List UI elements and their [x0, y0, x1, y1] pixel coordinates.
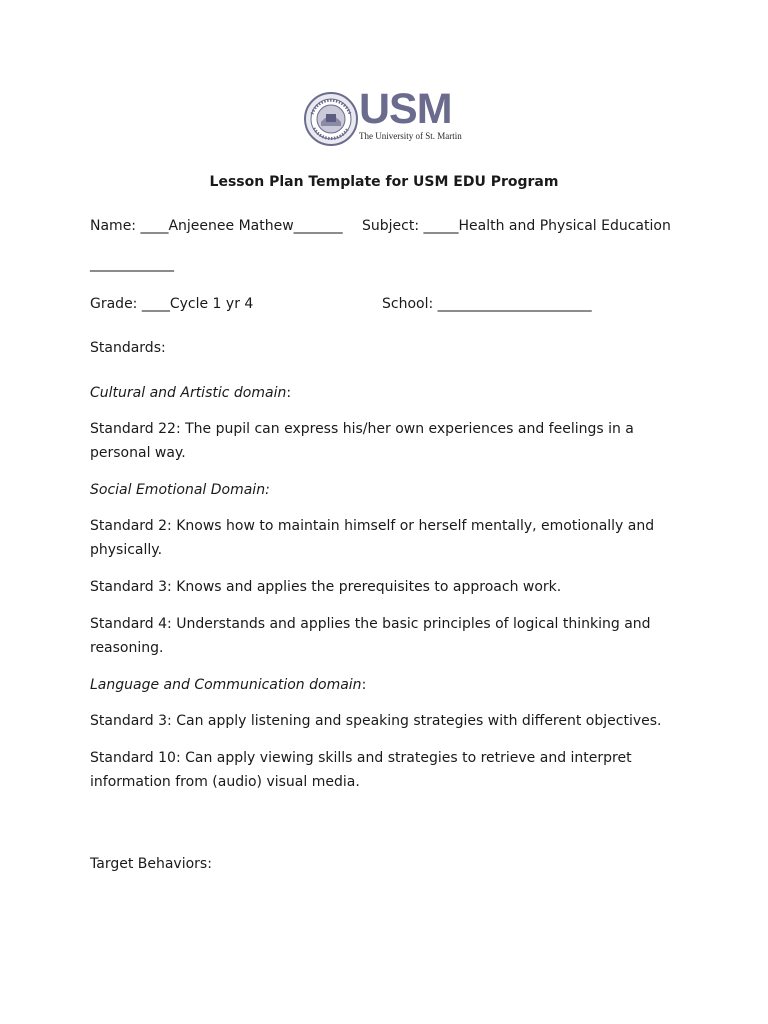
domain-name: Language and Communication domain	[90, 677, 362, 693]
school-field: School: ______________________	[382, 296, 592, 312]
document-title: Lesson Plan Template for USM EDU Program	[209, 174, 559, 190]
standard-item: Standard 2: Knows how to maintain himself or herself mentally, emotionally and physically.	[90, 518, 655, 558]
subject-field: Subject: _____Health and Physical Education	[362, 218, 671, 234]
standard-item: Standard 4: Understands and applies the basic principles of logical thinking and reasoning.	[90, 616, 651, 656]
logo-wordmark: USM	[359, 85, 452, 133]
grade-field: Grade: ____Cycle 1 yr 4	[90, 296, 254, 312]
standard-item: Standard 3: Can apply listening and speaking strategies with different objectives.	[90, 713, 662, 729]
usm-logo	[304, 85, 470, 146]
domain-suffix: :	[361, 677, 367, 693]
domain-heading-language	[90, 673, 366, 697]
logo-subtitle: The University of St. Martin	[359, 131, 462, 141]
standard-item: Standard 22: The pupil can express his/her own experiences and feelings in a personal way.	[90, 421, 634, 461]
domain-name: Social Emotional Domain:	[90, 482, 270, 498]
domain-heading-social	[90, 478, 270, 502]
subject-continuation: ____________	[90, 256, 174, 272]
domain-suffix: :	[286, 385, 292, 401]
university-seal-icon	[304, 92, 358, 146]
target-behaviors-label: Target Behaviors:	[90, 856, 212, 872]
standard-item: Standard 3: Knows and applies the prerequisites to approach work.	[90, 579, 562, 595]
standard-item: Standard 10: Can apply viewing skills and strategies to retrieve and interpret information from (audio) visual media.	[90, 750, 632, 790]
standards-label: Standards:	[90, 340, 166, 356]
domain-heading-cultural	[90, 381, 291, 405]
name-field: Name: ____Anjeenee Mathew_______	[90, 218, 343, 234]
domain-name: Cultural and Artistic domain	[90, 385, 287, 401]
